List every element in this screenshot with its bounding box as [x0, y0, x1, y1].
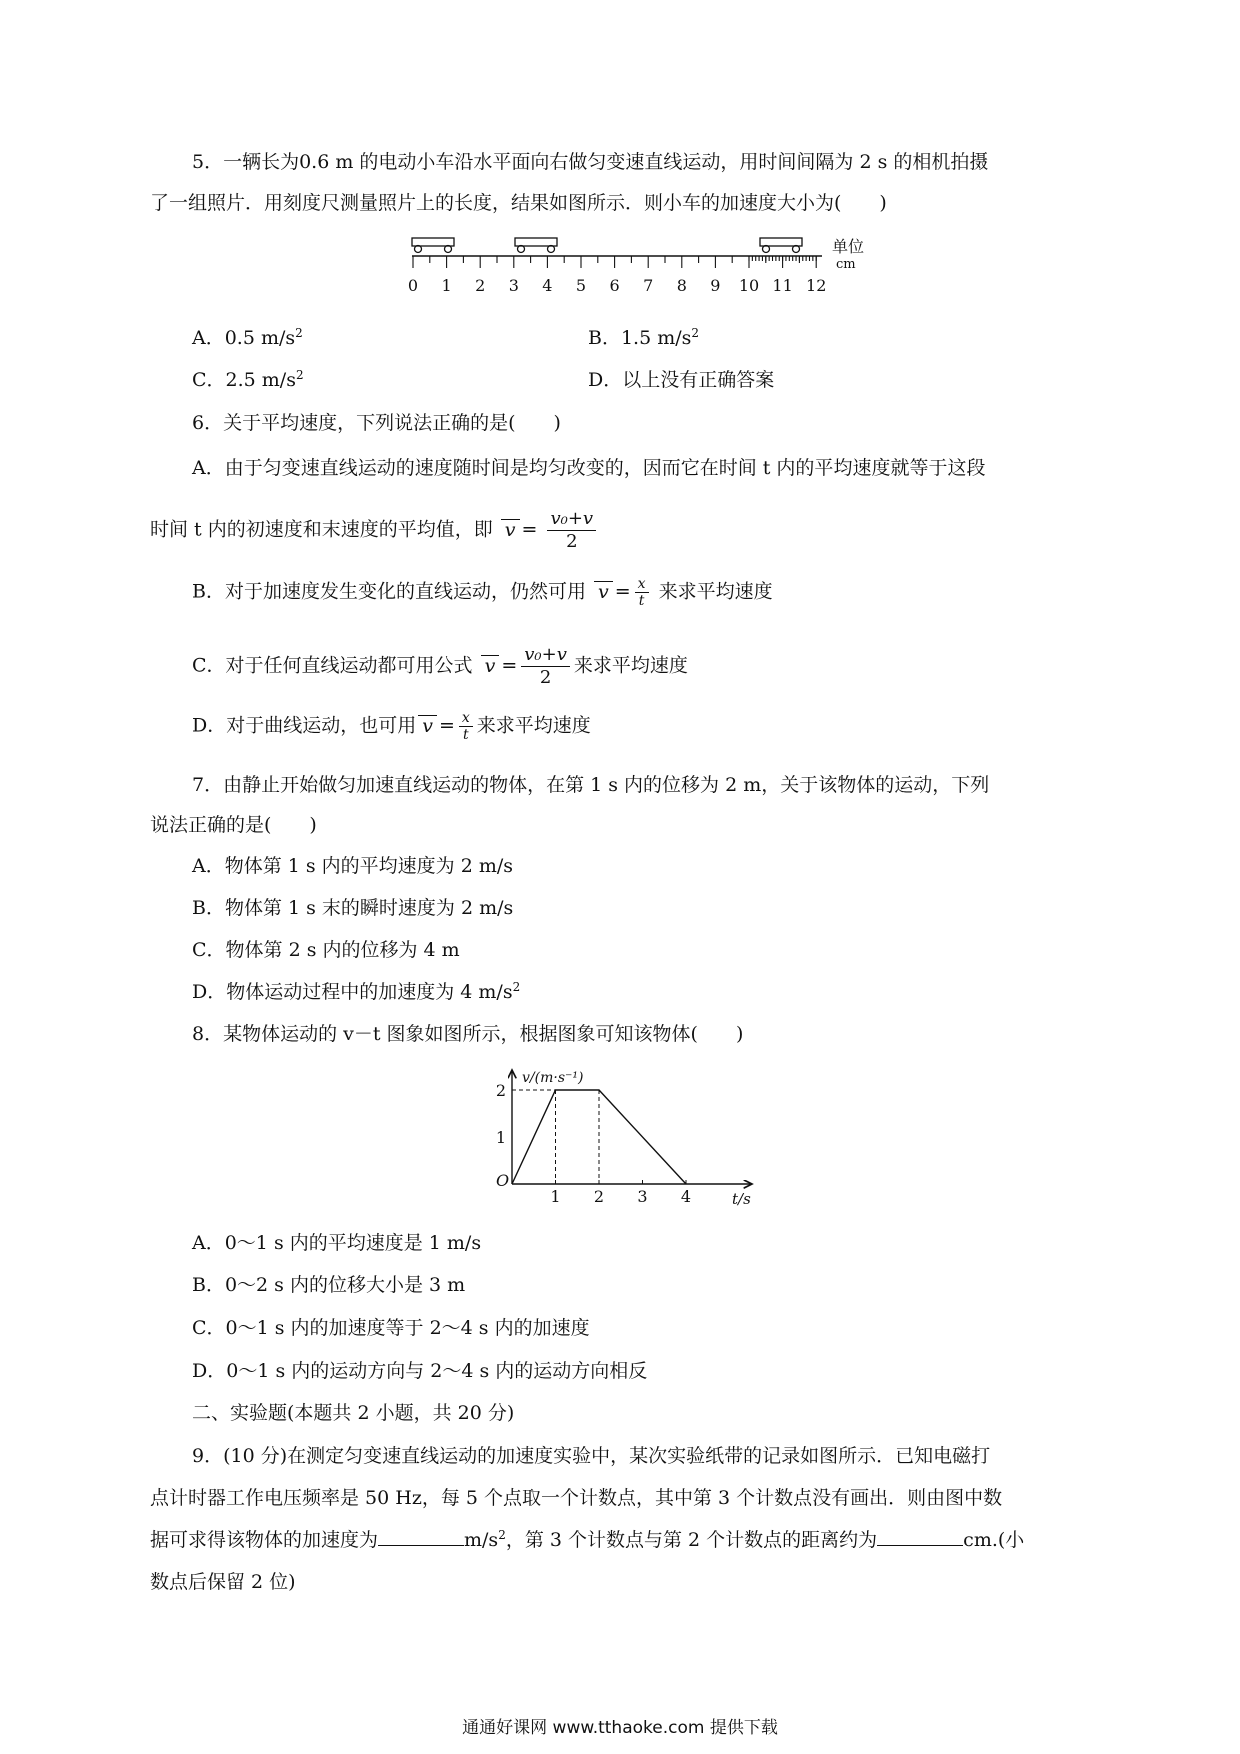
q9-text-c: ，第 3 个计数点与第 2 个计数点的距离约为 [505, 1529, 878, 1551]
y-tick-label: 2 [495, 1081, 506, 1100]
vt-graph [470, 1064, 770, 1214]
q6-option-b-suffix: 来求平均速度 [658, 580, 773, 603]
q6-option-b-text: B．对于加速度发生变化的直线运动，仍然可用 [192, 580, 586, 603]
numerator: x [635, 576, 649, 593]
x-tick-label: 1 [550, 1187, 561, 1206]
q6-option-a-line1: A．由于匀变速直线运动的速度随时间是均匀改变的，因而它在时间 t 内的平均速度就等于这段 [192, 457, 986, 479]
superscript: 2 [498, 1528, 506, 1542]
q8-option-a: A．0～1 s 内的平均速度是 1 m/s [192, 1232, 482, 1254]
q6-option-d [192, 710, 591, 743]
q9-text-d: cm.(小 [963, 1529, 1025, 1551]
fraction-v0-v-over-2 [547, 508, 596, 553]
ruler-tick-label: 10 [738, 276, 760, 295]
q7-option-a: A．物体第 1 s 内的平均速度为 2 m/s [192, 855, 514, 877]
ruler-tick-label: 1 [441, 276, 452, 295]
q5-option-a-text: A．0.5 m/s [192, 327, 296, 349]
denominator: t [463, 727, 469, 743]
q6-stem: 6．关于平均速度，下列说法正确的是( ) [192, 412, 561, 434]
q6-option-b [192, 576, 773, 609]
q9-text-a: 据可求得该物体的加速度为 [150, 1529, 379, 1551]
numerator: x [459, 710, 473, 727]
equals-sign: = [614, 580, 631, 603]
ruler-tick-label: 5 [575, 276, 587, 295]
superscript: 2 [512, 980, 521, 994]
distance-answer-blank[interactable] [877, 1527, 963, 1546]
q9-stem-line2: 点计时器工作电压频率是 50 Hz，每 5 个点取一个计数点，其中第 3 个计数点没有画出．则由图中数 [150, 1487, 1003, 1509]
denominator: 2 [539, 667, 552, 688]
q6-option-a-line2 [150, 508, 600, 553]
fraction-x-over-t [635, 576, 649, 609]
q7-option-d [192, 979, 520, 1005]
fraction-v0-v-over-2 [521, 644, 570, 689]
q5-option-b [588, 325, 699, 351]
q8-stem: 8．某物体运动的 v－t 图象如图所示，根据图象可知该物体( ) [192, 1023, 744, 1045]
ruler-tick-label: 0 [407, 276, 419, 295]
acceleration-answer-blank[interactable] [378, 1527, 464, 1546]
q8-option-b: B．0～2 s 内的位移大小是 3 m [192, 1274, 466, 1296]
equals-sign: = [501, 654, 518, 677]
superscript: 2 [691, 326, 700, 340]
fraction-x-over-t [459, 710, 473, 743]
ruler-tick-label: 12 [806, 276, 827, 295]
q9-stem-line4: 数点后保留 2 位) [150, 1571, 296, 1593]
ruler-tick-label: 9 [710, 276, 721, 295]
q5-option-c-text: C．2.5 m/s [192, 369, 296, 391]
y-axis-label: v/(m·s⁻¹) [522, 1070, 584, 1086]
car-3 [760, 238, 802, 253]
superscript: 2 [295, 326, 303, 340]
q8-option-d: D．0～1 s 内的运动方向与 2～4 s 内的运动方向相反 [192, 1360, 648, 1382]
q5-option-d: D．以上没有正确答案 [588, 369, 775, 391]
q5-option-a [192, 325, 303, 351]
equals-sign: = [438, 714, 455, 737]
v-bar-symbol: v [594, 581, 613, 602]
v-bar-symbol: v [418, 715, 437, 736]
q7-option-b: B．物体第 1 s 末的瞬时速度为 2 m/s [192, 897, 514, 919]
ruler-unit: cm [836, 257, 856, 272]
denominator: t [638, 593, 645, 609]
q9-stem-line1: 9．(10 分)在测定匀变速直线运动的加速度实验中，某次实验纸带的记录如图所示．已知电磁打 [192, 1445, 991, 1467]
section-2-heading: 二、实验题(本题共 2 小题，共 20 分) [192, 1402, 515, 1424]
ruler-tick-label: 4 [542, 276, 553, 295]
q6-option-d-text: D．对于曲线运动，也可用 [192, 714, 417, 737]
q9-unit: m/s [464, 1529, 499, 1551]
ruler-ticks [413, 256, 816, 268]
q9-stem-line3 [150, 1527, 1024, 1553]
q5-stem-line1: 5．一辆长为0.6 m 的电动小车沿水平面向右做匀变速直线运动，用时间间隔为 2 s 的相机拍摄 [192, 151, 989, 173]
q6-option-a-text: 时间 t 内的初速度和末速度的平均值，即 [150, 518, 493, 541]
q6-option-c-text: C．对于任何直线运动都可用公式 [192, 654, 473, 677]
q7-option-c: C．物体第 2 s 内的位移为 4 m [192, 939, 460, 961]
q7-stem-line1: 7．由静止开始做匀加速直线运动的物体，在第 1 s 内的位移为 2 m，关于该物体的运动，下列 [192, 774, 990, 796]
ruler-tick-label: 6 [609, 276, 620, 295]
footer: 通通好课网 www.tthaoke.com 提供下载 [462, 1718, 778, 1738]
q8-option-c: C．0～1 s 内的加速度等于 2～4 s 内的加速度 [192, 1317, 590, 1339]
v-bar-symbol: v [481, 655, 500, 676]
q6-option-d-suffix: 来求平均速度 [476, 714, 591, 737]
ruler-unit-label: 单位 [832, 237, 865, 256]
ruler-tick-label: 2 [475, 276, 486, 295]
ruler-tick-label: 7 [643, 276, 654, 295]
q5-stem-line2: 了一组照片．用刻度尺测量照片上的长度，结果如图所示．则小车的加速度大小为( ) [150, 192, 887, 214]
ruler-figure [400, 232, 880, 304]
superscript: 2 [295, 368, 304, 382]
x-tick-label: 4 [680, 1187, 692, 1206]
car-1 [412, 238, 454, 253]
ruler-tick-label: 8 [676, 276, 687, 295]
q5-option-c [192, 367, 304, 393]
origin-label: O [496, 1171, 510, 1190]
ruler-tick-label: 11 [772, 276, 793, 295]
numerator: v₀+v [547, 508, 596, 531]
q5-option-b-text: B．1.5 m/s [588, 327, 692, 349]
numerator: v₀+v [521, 644, 570, 667]
v-bar-symbol: v [501, 519, 520, 540]
x-axis-label: t/s [732, 1190, 751, 1208]
equals-sign: = [521, 518, 538, 541]
denominator: 2 [566, 531, 578, 552]
y-tick-label: 1 [495, 1128, 506, 1147]
q7-option-d-text: D．物体运动过程中的加速度为 4 m/s [192, 981, 513, 1003]
ruler-labels [408, 276, 826, 295]
x-tick-label: 2 [593, 1187, 605, 1206]
ruler-tick-label: 3 [508, 276, 519, 295]
x-tick-label: 3 [637, 1187, 648, 1206]
q6-option-c-suffix: 来求平均速度 [573, 654, 688, 677]
q7-stem-line2: 说法正确的是( ) [150, 814, 317, 836]
q6-option-c [192, 644, 688, 689]
car-2 [515, 238, 557, 253]
